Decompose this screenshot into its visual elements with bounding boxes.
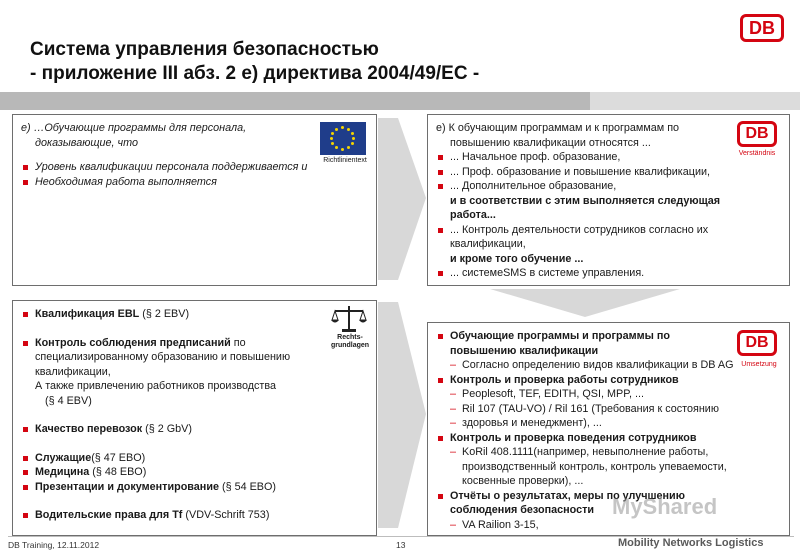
title-line-1: Система управления безопасностью (30, 39, 379, 60)
title-line-2: - приложение III абз. 2 e) директива 2004/49/EC - (30, 63, 480, 84)
sublist-item: – Согласно определению видов квалификации в DB AG (450, 358, 781, 373)
implementation-list (436, 431, 781, 446)
item-text: Служащие (35, 451, 92, 464)
bold-line-3: и кроме того обучение ... (450, 252, 584, 265)
item-text: Качество перевозок (35, 423, 143, 435)
item-ref: (VDV-Schrift 753) (185, 509, 270, 521)
sublist-item: – KoRil 408.1111(например, невыполнение работы, (450, 445, 781, 460)
badge-line-1: Rechts- (337, 334, 363, 341)
item-text: Презентации и документирование (35, 480, 219, 493)
list-item (21, 307, 368, 322)
list-item (21, 336, 368, 351)
badge-richtlinientext: Richtlinientext (323, 157, 367, 164)
legal-list (21, 307, 368, 523)
list-item: ... Проф. образование и повышение квалификации, (436, 165, 781, 180)
list-item: ... Начальное проф. образование, (436, 150, 781, 165)
db-logo-implementation: DB (737, 330, 777, 356)
badge-line-2: grundlagen (330, 342, 370, 349)
list-item (21, 480, 368, 495)
implementation-list (436, 373, 781, 388)
item-ref: (§ 48 EBO) (92, 466, 147, 478)
badge-rechtsgrundlagen (326, 334, 374, 350)
sublist-item-continuation (450, 416, 781, 431)
box-legal-basis (12, 300, 377, 536)
page-title (30, 38, 479, 86)
list-item-continuation: повышению квалификации (450, 344, 599, 357)
sublist-continuation: производственный контроль, контроль упеваемости, (462, 460, 727, 473)
implementation-sublist (436, 445, 781, 460)
list-item (21, 451, 368, 466)
right-arrow-bottom (378, 296, 430, 536)
sublist-continuation: косвенные проверки), ... (462, 475, 584, 487)
list-item-continuation: (§ 4 EBV) (45, 394, 92, 407)
item-ref: (§ 47 EBO) (91, 451, 146, 464)
list-item: Контроль и проверка поведения сотрудников (436, 431, 781, 446)
header-band-light (590, 92, 800, 110)
page-number: 13 (396, 540, 406, 550)
understanding-heading-line-2: повышению квалификации относятся ... (450, 136, 651, 149)
list-item: Уровень квалификации персонала поддерживается и (21, 160, 368, 175)
directive-heading-line-2: доказывающие, что (35, 136, 138, 149)
right-arrow-top (378, 110, 430, 290)
bold-line-1: и в соответствии с этим выполняется следующая (450, 194, 721, 207)
sublist-item: – Ril 107 (TAU-VO) / Ril 161 (Требования к состоянию (450, 402, 781, 417)
item-text: Контроль соблюдения предписаний (35, 336, 231, 349)
item-ref: (§ 54 EBO) (221, 480, 276, 493)
understanding-heading-line-1: e) К обучающим программам и к программам по (436, 122, 680, 134)
item-text: Медицина (35, 466, 90, 478)
list-item (21, 465, 368, 480)
db-logo-understanding: DB (737, 121, 777, 147)
box-implementation (427, 322, 790, 536)
implementation-list (436, 329, 781, 358)
list-item: Необходимая работа выполняется (21, 175, 368, 190)
box-understanding (427, 114, 790, 286)
sublist-item: – Peoplesoft, TEF, EDITH, QSI, MPP, ... (450, 387, 781, 402)
implementation-sublist (436, 387, 781, 431)
list-item (21, 422, 368, 437)
item-text-rest: по (233, 336, 246, 349)
list-item: ... Контроль деятельности сотрудников согласно их (436, 223, 781, 238)
badge-verstaendnis: Verständnis (738, 150, 776, 157)
list-item: ... системеSMS в системе управления. (436, 266, 781, 281)
footer-slogan: Mobility Networks Logistics (618, 537, 764, 549)
implementation-sublist (436, 518, 781, 533)
item-text: Водительские права для Tf (35, 509, 183, 521)
list-item: ... Дополнительное образование, (436, 179, 781, 194)
list-item: Отчёты о результатах, меры по улучшению (436, 489, 781, 504)
bold-line-2: работа... (450, 209, 496, 221)
list-item-continuation: соблюдения безопасности (450, 504, 595, 516)
item-ref: (§ 2 EBV) (142, 308, 190, 320)
scales-icon (330, 304, 368, 334)
watermark: MyShared (612, 494, 718, 519)
item-ref: (§ 2 GbV) (145, 423, 192, 435)
item-text: Квалификация EBL (35, 308, 140, 320)
list-item: Обучающие программы и программы по (436, 329, 781, 344)
down-arrow (490, 289, 680, 319)
sublist-text: здоровья и менеджмент), ... (462, 417, 602, 429)
list-item-continuation: квалификации, (450, 238, 526, 250)
directive-heading-line-1: e) …Обучающие программы для персонала, (21, 122, 247, 134)
list-item-continuation: специализированному образованию и повышению (35, 351, 291, 363)
implementation-list (436, 489, 781, 518)
db-logo: DB (740, 14, 784, 42)
list-item-continuation: квалификации, (35, 365, 111, 378)
list-item-continuation: А также привлечению работников производства (35, 380, 276, 392)
sublist-item: – VA Railion 3-15, (450, 518, 781, 533)
eu-flag-icon (320, 122, 366, 155)
understanding-list (436, 150, 781, 281)
list-item: Контроль и проверка работы сотрудников (436, 373, 781, 388)
list-item (21, 508, 368, 523)
badge-umsetzung: Umsetzung (741, 361, 777, 368)
implementation-sublist (436, 358, 781, 373)
footer-date: DB Training, 12.11.2012 (8, 540, 100, 550)
